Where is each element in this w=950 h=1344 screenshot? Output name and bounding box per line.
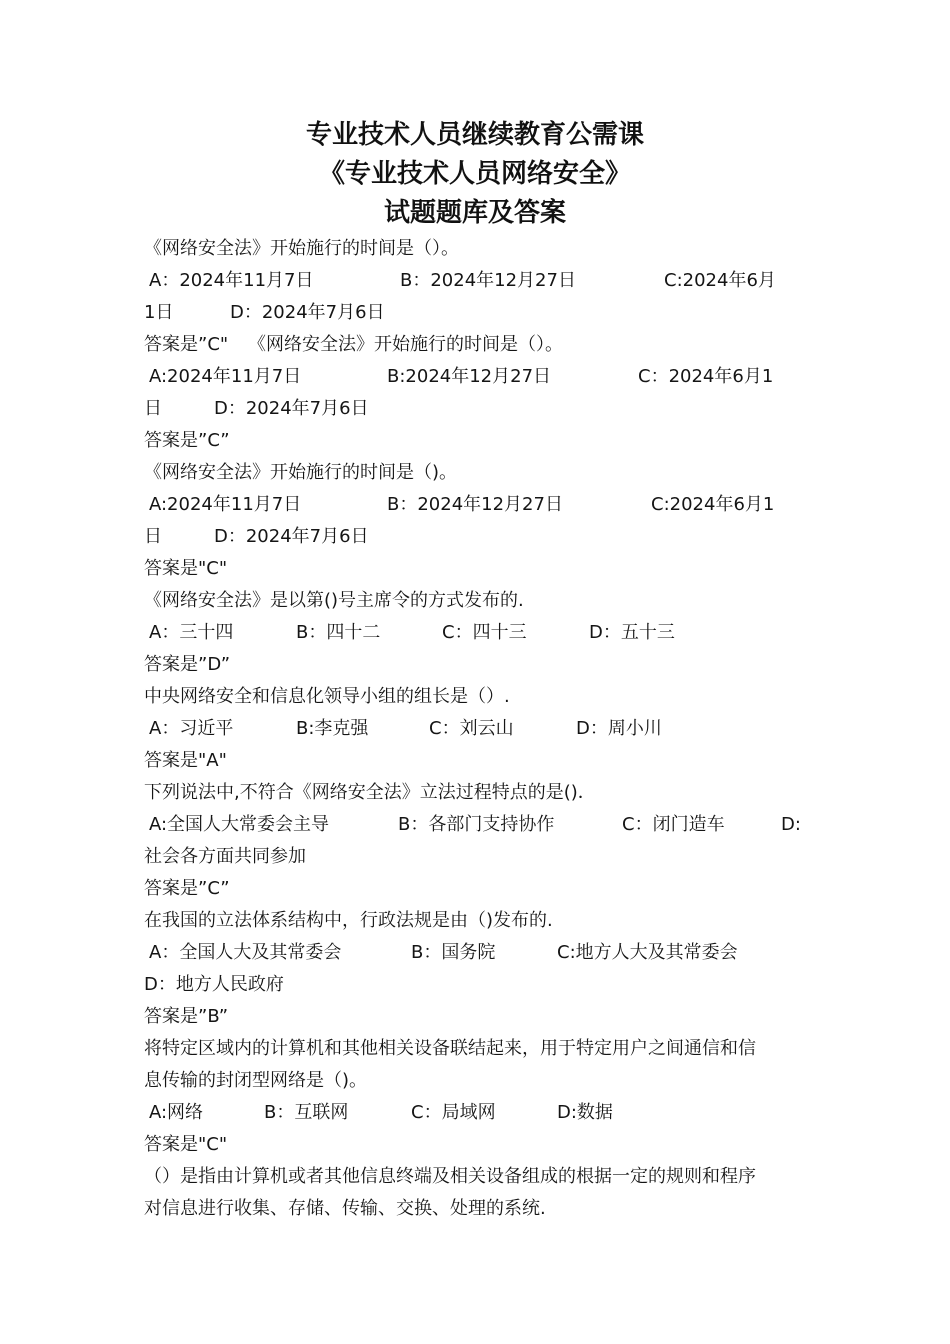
answer-text: 答案是"A" xyxy=(144,750,227,771)
option-d: D：2024年7月6日 xyxy=(230,302,385,323)
option-row xyxy=(144,713,814,745)
answer-text: 答案是"C" xyxy=(144,558,228,579)
option-d: D：地方人民政府 xyxy=(144,974,284,995)
option-d: D: xyxy=(781,814,801,835)
question-text: （）是指由计算机或者其他信息终端及相关设备组成的根据一定的规则和程序 xyxy=(144,1166,756,1187)
option-row xyxy=(144,1097,814,1129)
option-a: A：全国人大及其常委会 xyxy=(149,942,342,963)
question-text: 下列说法中,不符合《网络安全法》立法过程特点的是()． xyxy=(144,782,596,803)
option-c: C:2024年6月 xyxy=(664,270,776,291)
option-row xyxy=(144,489,814,521)
option-d: D：2024年7月6日 xyxy=(214,526,369,547)
option-d: D：周小川 xyxy=(576,718,662,739)
option-b: B：互联网 xyxy=(264,1102,349,1123)
option-d: D:数据 xyxy=(557,1102,613,1123)
option-c-continued: 日 xyxy=(144,398,162,419)
option-d: D：五十三 xyxy=(589,622,675,643)
answer-text: 答案是”B” xyxy=(144,1006,229,1027)
option-c-continued: 1日 xyxy=(144,302,174,323)
title-line-1: 专业技术人员继续教育公需课 xyxy=(305,120,644,150)
option-a: A：三十四 xyxy=(149,622,234,643)
question-text: 《网络安全法》是以第()号主席令的方式发布的. xyxy=(144,590,524,611)
question-text: 中央网络安全和信息化领导小组的组长是（）. xyxy=(144,686,510,707)
question-text: 将特定区域内的计算机和其他相关设备联结起来，用于特定用户之间通信和信 xyxy=(144,1038,756,1059)
option-c-continued: 日 xyxy=(144,526,162,547)
option-c: C:2024年6月1 xyxy=(651,494,775,515)
option-c: C：2024年6月1 xyxy=(638,366,774,387)
question-text-continued: 息传输的封闭型网络是（)。 xyxy=(144,1070,368,1091)
option-b: B：国务院 xyxy=(411,942,496,963)
option-c: C：闭门造车 xyxy=(622,814,725,835)
question-list xyxy=(144,233,814,1225)
option-b: B：2024年12月27日 xyxy=(400,270,576,291)
option-row xyxy=(144,521,814,553)
option-row xyxy=(144,361,814,393)
option-row xyxy=(144,393,814,425)
option-a: A:2024年11月7日 xyxy=(149,366,302,387)
answer-text: 答案是”C” xyxy=(144,878,230,899)
question-text: 《网络安全法》开始施行的时间是（）。 xyxy=(144,238,459,259)
option-row xyxy=(144,809,814,841)
answer-text: 答案是”C” xyxy=(144,430,230,451)
option-a: A:2024年11月7日 xyxy=(149,494,302,515)
option-a: A：习近平 xyxy=(149,718,234,739)
option-b: B:2024年12月27日 xyxy=(387,366,552,387)
option-row xyxy=(144,265,814,297)
title-line-3: 试题题库及答案 xyxy=(383,198,566,228)
option-a: A：2024年11月7日 xyxy=(149,270,314,291)
answer-and-question xyxy=(144,329,814,361)
question-text: 《网络安全法》开始施行的时间是（)。 xyxy=(144,462,458,483)
option-row xyxy=(144,617,814,649)
answer-text: 答案是”C" xyxy=(144,334,229,355)
question-text-continued: 对信息进行收集、存储、传输、交换、处理的系统. xyxy=(144,1198,546,1219)
answer-text: 答案是”D” xyxy=(144,654,231,675)
option-d: D：2024年7月6日 xyxy=(214,398,369,419)
option-row xyxy=(144,297,814,329)
option-c: C：刘云山 xyxy=(429,718,514,739)
option-c: C:地方人大及其常委会 xyxy=(557,942,738,963)
option-d-continued: 社会各方面共同参加 xyxy=(144,846,306,867)
option-b: B：各部门支持协作 xyxy=(398,814,555,835)
question-text: 《网络安全法》开始施行的时间是（）。 xyxy=(248,334,563,355)
option-c: C：四十三 xyxy=(442,622,527,643)
title-line-2: 《专业技术人员网络安全》 xyxy=(318,159,631,189)
option-a: A:全国人大常委会主导 xyxy=(149,814,330,835)
option-c: C：局域网 xyxy=(411,1102,496,1123)
document-title xyxy=(0,116,950,233)
option-b: B：四十二 xyxy=(296,622,381,643)
question-text: 在我国的立法体系结构中，行政法规是由（)发布的. xyxy=(144,910,553,931)
option-b: B：2024年12月27日 xyxy=(387,494,563,515)
option-a: A:网络 xyxy=(149,1102,204,1123)
option-row xyxy=(144,937,814,969)
answer-text: 答案是"C" xyxy=(144,1134,228,1155)
option-b: B:李克强 xyxy=(296,718,369,739)
